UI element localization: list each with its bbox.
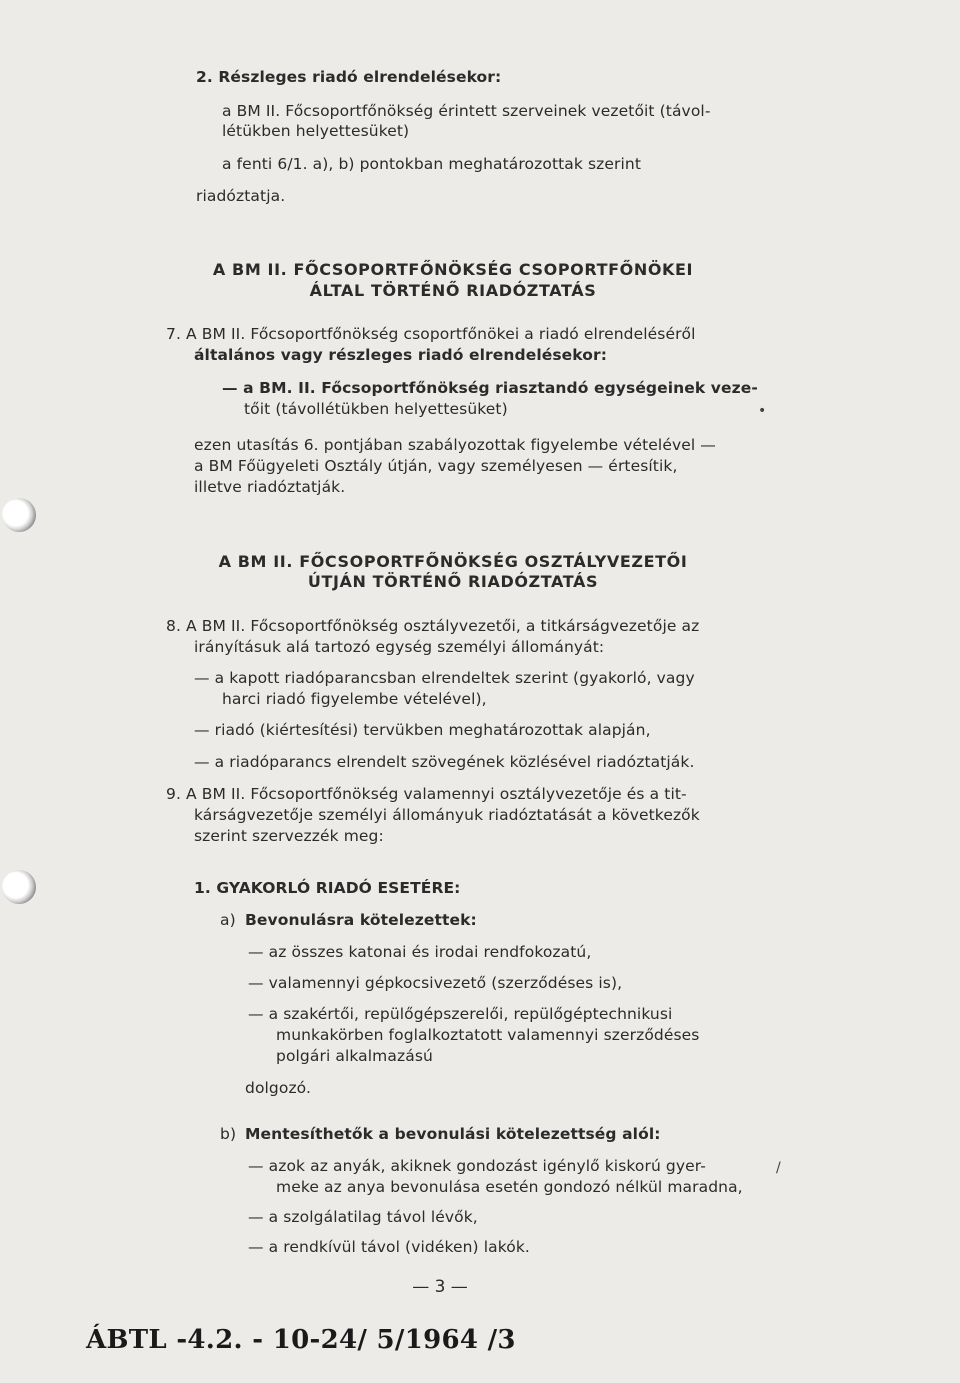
p7-end-line2: a BM Főügyeleti Osztály útján, vagy személyesen — értesítik, — [194, 457, 678, 475]
item-b-dash3: — a rendkívül távol (vidéken) lakók. — [248, 1238, 530, 1256]
p7-line1: 7. A BM II. Főcsoportfőnökség csoportfőnökei a riadó elrendeléséről — [166, 325, 696, 343]
p7-dash-line2: tőit (távollétükben helyettesüket) — [244, 400, 508, 418]
p7-end-line3: illetve riadóztatják. — [194, 478, 346, 496]
item-a-end: dolgozó. — [245, 1079, 312, 1097]
heading-csoportfonokei-line2: ÁLTAL TÖRTÉNŐ RIADÓZTATÁS — [309, 281, 597, 300]
p8-line2: irányításuk alá tartozó egység személyi állományát: — [194, 638, 605, 656]
item-a-dash3-line1: — a szakértői, repülőgépszerelői, repülőgéptechnikusi — [248, 1005, 673, 1023]
item-b-label: b) — [220, 1125, 237, 1143]
p8-dash1-line2: harci riadó figyelembe vételével), — [222, 690, 487, 708]
heading-csoportfonokei: A BM II. FŐCSOPORTFŐNÖKSÉG CSOPORTFŐNÖKEI — [212, 260, 694, 279]
section2-title: 2. Részleges riadó elrendelésekor: — [196, 68, 502, 86]
page-number: — 3 — — [412, 1277, 468, 1297]
section2-line2: létükben helyettesüket) — [222, 122, 410, 140]
section2-line4: riadóztatja. — [196, 187, 286, 205]
item-b-dash1-line2: meke az anya bevonulása esetén gondozó nélkül maradna, — [276, 1178, 743, 1196]
punch-hole-bottom — [2, 870, 36, 904]
p8-dash3: — a riadóparancs elrendelt szövegének közlésével riadóztatják. — [194, 753, 695, 771]
p9-line2: kárságvezetője személyi állományuk riadóztatását a következők — [194, 806, 700, 824]
item-a-dash2: — valamennyi gépkocsivezető (szerződéses is), — [248, 974, 623, 992]
heading-osztalyvezetoi-line2: ÚTJÁN TÖRTÉNŐ RIADÓZTATÁS — [307, 572, 599, 591]
section2-line3: a fenti 6/1. a), b) pontokban meghatározottak szerint — [222, 155, 642, 173]
gyakorlo-title: 1. GYAKORLÓ RIADÓ ESETÉRE: — [194, 879, 461, 897]
p8-dash1-line1: — a kapott riadóparancsban elrendeltek szerint (gyakorló, vagy — [194, 669, 695, 687]
margin-slash-mark: / — [776, 1160, 781, 1176]
archive-reference-stamp: ÁBTL -4.2. - 10-24/ 5/1964 /3 — [86, 1325, 516, 1355]
p7-line2: általános vagy részleges riadó elrendelésekor: — [194, 346, 608, 364]
item-a-label: a) — [220, 911, 236, 929]
item-a-dash1: — az összes katonai és irodai rendfokozatú, — [248, 943, 592, 961]
margin-dot-mark: • — [758, 403, 767, 419]
punch-hole-top — [2, 498, 36, 532]
item-a-dash3-line2: munkakörben foglalkoztatott valamennyi szerződéses — [276, 1026, 700, 1044]
p7-end-line1: ezen utasítás 6. pontjában szabályozottak figyelembe vételével — — [194, 436, 716, 454]
item-b-dash1-line1: — azok az anyák, akiknek gondozást igénylő kiskorú gyer- — [248, 1157, 706, 1175]
p8-dash2: — riadó (kiértesítési) tervükben meghatározottak alapján, — [194, 721, 651, 739]
section2-line1: a BM II. Főcsoportfőnökség érintett szerveinek vezetőit (távol- — [222, 102, 711, 120]
p8-line1: 8. A BM II. Főcsoportfőnökség osztályvezetői, a titkárságvezetője az — [166, 617, 700, 635]
p9-line1: 9. A BM II. Főcsoportfőnökség valamennyi osztályvezetője és a tit- — [166, 785, 687, 803]
heading-osztalyvezetoi: A BM II. FŐCSOPORTFŐNÖKSÉG OSZTÁLYVEZETŐI — [218, 552, 688, 571]
item-b-dash2: — a szolgálatilag távol lévők, — [248, 1208, 478, 1226]
item-a-title: Bevonulásra kötelezettek: — [245, 911, 477, 929]
p7-dash-line1: — a BM. II. Főcsoportfőnökség riasztandó egységeinek veze- — [222, 379, 758, 397]
item-a-dash3-line3: polgári alkalmazású — [276, 1047, 433, 1065]
item-b-title: Mentesíthetők a bevonulási kötelezettség alól: — [245, 1125, 661, 1143]
p9-line3: szerint szervezzék meg: — [194, 827, 384, 845]
